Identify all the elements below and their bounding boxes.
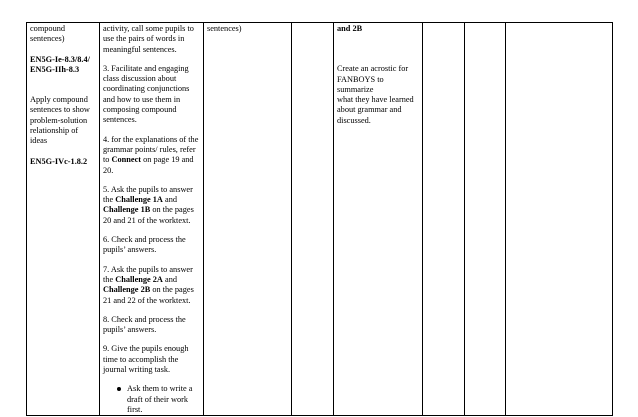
- text-line: compound: [30, 24, 66, 33]
- assessment-cell: [334, 23, 423, 416]
- objective-line: problem-solution: [30, 115, 88, 125]
- procedure-cell: [100, 23, 204, 416]
- objective-line: Apply compound: [30, 95, 88, 105]
- procedure-step-5: 5. Ask the pupils to answer the Challenge 1A and Challenge 1B on the pages 20 and 21 of the worktext.: [103, 184, 194, 225]
- text-line: what they have learned: [337, 95, 414, 105]
- procedure-step-3: 3. Facilitate and engaging class discussion about coordinating conjunctions and how to use them in composing compound sentences.: [103, 63, 190, 125]
- bullet-list: [103, 384, 201, 415]
- procedure-step-9: 9. Give the pupils enough time to accomplish the journal writing task.: [103, 344, 189, 375]
- text-line: sentences): [30, 34, 65, 44]
- list-item: Ask them to write a draft of their work first.: [103, 384, 201, 415]
- competency-code: EN5G-IIh-8.3: [30, 64, 80, 74]
- objective-line: sentences to show: [30, 105, 90, 115]
- table-row: [27, 23, 613, 416]
- text-line: discussed.: [337, 115, 371, 125]
- text-line: FANBOYS to summarize: [337, 74, 384, 94]
- text-line: sentences): [207, 24, 242, 33]
- text-line: about grammar and: [337, 105, 402, 115]
- procedure-step-4: 4. for the explanations of the grammar points/ rules, refer to Connect on page 19 and 20.: [103, 134, 199, 175]
- procedure-step-7: 7. Ask the pupils to answer the Challenge 2A and Challenge 2B on the pages 21 and 22 of the worktext.: [103, 264, 194, 305]
- competency-code: EN5G-Ie-8.3/8.4/: [30, 54, 90, 64]
- materials-cell: [204, 23, 292, 416]
- competency-code: EN5G-IVc-1.8.2: [30, 156, 88, 166]
- objective-line: ideas: [30, 136, 48, 146]
- empty-cell: [292, 23, 334, 416]
- lesson-plan-table: [26, 22, 613, 416]
- assessment-heading: and 2B: [337, 24, 363, 33]
- procedure-step-6: 6. Check and process the pupils’ answers.: [103, 235, 186, 255]
- empty-cell: [465, 23, 506, 416]
- bullet-icon: [117, 387, 121, 391]
- objectives-cell: [27, 23, 100, 416]
- procedure-step-8: 8. Check and process the pupils’ answers.: [103, 314, 186, 335]
- empty-cell: [423, 23, 465, 416]
- text-line: Create an acrostic for: [337, 64, 409, 74]
- empty-cell: [506, 23, 613, 416]
- objective-line: relationship of: [30, 126, 79, 136]
- procedure-intro: activity, call some pupils to use the pairs of words in meaningful sentences.: [103, 24, 194, 54]
